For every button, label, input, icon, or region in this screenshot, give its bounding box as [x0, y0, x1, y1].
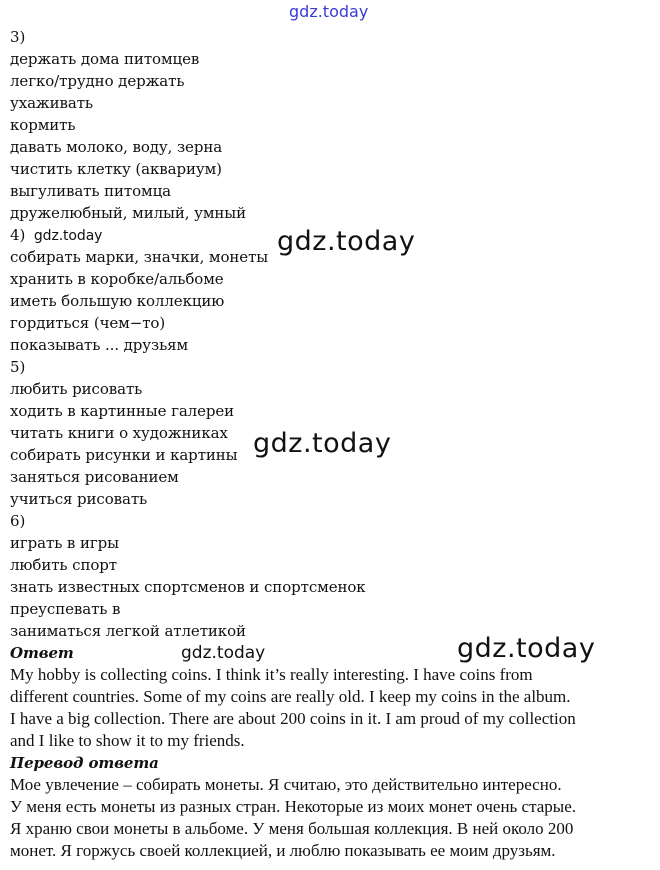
section-5-item: заняться рисованием — [10, 468, 179, 486]
answer-line: My hobby is collecting coins. I think it’s really interesting. I have coins from — [10, 665, 533, 684]
watermark-inline: gdz.today — [33, 228, 103, 244]
section-5-number: 5) — [10, 358, 26, 376]
section-6-item: любить спорт — [10, 556, 117, 574]
answer-line: different countries. Some of my coins are really old. I keep my coins in the album. — [10, 687, 571, 706]
section-5-item: ходить в картинные галереи — [10, 402, 235, 420]
section-3-item: дружелюбный, милый, умный — [10, 204, 247, 222]
section-3-number: 3) — [10, 28, 26, 46]
section-4-item: собирать марки, значки, монеты — [10, 248, 269, 266]
answer-line: I have a big collection. There are about 200 coins in it. I am proud of my collection — [10, 709, 576, 728]
answer-line: and I like to show it to my friends. — [10, 731, 245, 750]
translation-line: Мое увлечение – собирать монеты. Я считаю, это действительно интересно. — [10, 775, 562, 794]
section-5-item: учиться рисовать — [10, 490, 148, 508]
section-3-item: давать молоко, воду, зерна — [10, 138, 223, 156]
answer-heading: Ответ — [10, 644, 74, 662]
section-3-item: держать дома питомцев — [10, 50, 200, 68]
watermark-mid-right-2: gdz.today — [253, 428, 392, 459]
section-3-item: чистить клетку (аквариум) — [10, 160, 222, 178]
section-3-item: выгуливать питомца — [10, 182, 171, 200]
section-6-item: играть в игры — [10, 534, 119, 552]
section-6-item: преуспевать в — [10, 600, 121, 618]
section-6-item: заниматься легкой атлетикой — [10, 622, 246, 640]
translation-line: У меня есть монеты из разных стран. Некоторые из моих монет очень старые. — [10, 797, 576, 816]
section-3-item: легко/трудно держать — [10, 72, 185, 90]
watermark-top: gdz.today — [289, 2, 369, 21]
watermark-lower-right: gdz.today — [457, 633, 596, 664]
section-4-item: показывать ... друзьям — [10, 336, 189, 354]
section-4-item: гордиться (чем−то) — [10, 314, 166, 332]
section-3-item: ухаживать — [10, 94, 93, 112]
translation-heading: Перевод ответа — [10, 754, 159, 772]
section-5-item: собирать рисунки и картины — [10, 446, 238, 464]
watermark-mid-right-1: gdz.today — [277, 226, 416, 257]
section-6-item: знать известных спортсменов и спортсменок — [10, 578, 366, 596]
section-4-item: иметь большую коллекцию — [10, 292, 225, 310]
translation-line: Я храню свои монеты в альбоме. У меня большая коллекция. В ней около 200 — [10, 819, 574, 838]
watermark-lower-center: gdz.today — [181, 643, 266, 663]
translation-line: монет. Я горжусь своей коллекцией, и люблю показывать ее моим друзьям. — [10, 841, 556, 860]
section-4-number: 4) — [10, 226, 26, 244]
section-6-number: 6) — [10, 512, 26, 530]
section-3-item: кормить — [10, 116, 76, 134]
section-5-item: любить рисовать — [10, 380, 143, 398]
section-4-item: хранить в коробке/альбоме — [10, 270, 224, 288]
section-5-item: читать книги о художниках — [10, 424, 228, 442]
